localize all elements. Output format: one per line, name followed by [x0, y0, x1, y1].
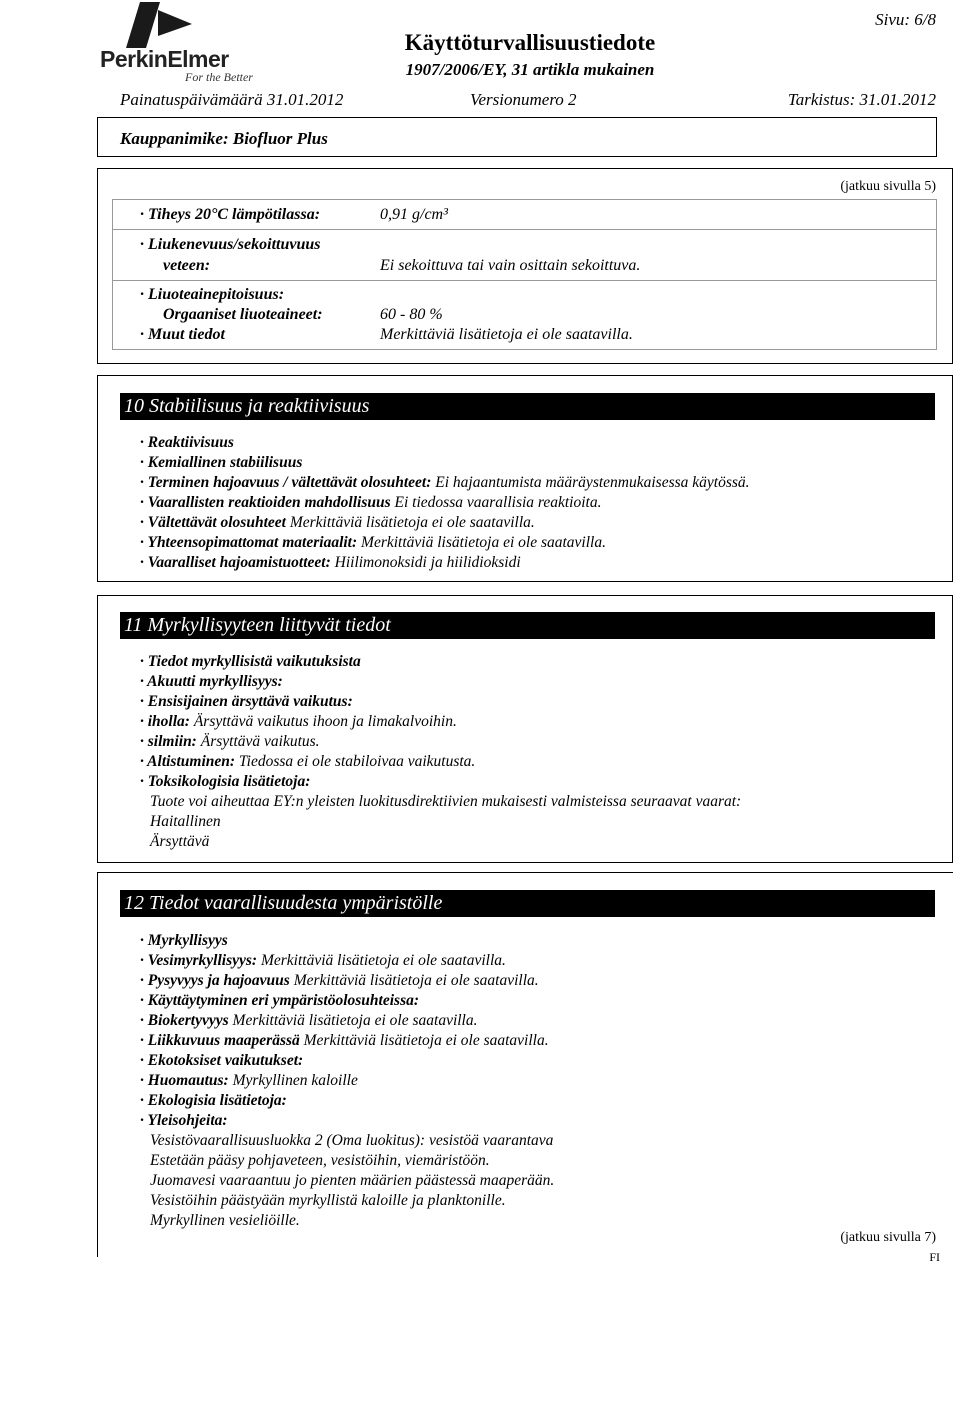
- section-10-line: · Terminen hajoavuus / vältettävät olosuhteet: Ei hajaantumista määräystenmukaisessa käytössä.: [140, 474, 750, 491]
- section-10-title: 10 Stabiilisuus ja reaktiivisuus: [120, 393, 935, 420]
- section-12-paragraph-line: Myrkyllinen vesieliöille.: [150, 1212, 300, 1229]
- section-11-line: · Toksikologisia lisätietoja:: [140, 773, 311, 790]
- trade-name: Kauppanimike: Biofluor Plus: [120, 129, 328, 148]
- page-number: Sivu: 6/8: [875, 10, 936, 29]
- section-11-line: · silmiin: Ärsyttävä vaikutus.: [140, 733, 320, 750]
- section-11-paragraph-line: Ärsyttävä: [150, 833, 210, 850]
- section-10-line: · Vaaralliset hajoamistuotteet: Hiilimonoksidi ja hiilidioksidi: [140, 554, 521, 571]
- section-12-line: · Vesimyrkyllisyys: Merkittäviä lisätietoja ei ole saatavilla.: [140, 952, 506, 969]
- continued-from-note: (jatkuu sivulla 5): [840, 179, 936, 194]
- section-12-line: · Myrkyllisyys: [140, 932, 228, 949]
- section-10-line: · Vaarallisten reaktioiden mahdollisuus Ei tiedossa vaarallisia reaktioita.: [140, 494, 602, 511]
- section-12-line: · Liikkuvuus maaperässä Merkittäviä lisätietoja ei ole saatavilla.: [140, 1032, 549, 1049]
- document-subtitle: 1907/2006/EY, 31 artikla mukainen: [405, 60, 655, 79]
- section-11-paragraph-line: Haitallinen: [150, 813, 221, 830]
- language-code: FI: [929, 1250, 940, 1264]
- organic-solvents-label: Orgaaniset liuoteaineet:: [163, 306, 323, 323]
- revision-date: Tarkistus: 31.01.2012: [787, 90, 936, 109]
- section-11-paragraph-line: Tuote voi aiheuttaa EY:n yleisten luokitusdirektiivien mukaisesti valmisteissa seuraavat vaarat:: [150, 793, 742, 810]
- solubility-label: · Liukenevuus/sekoittuvuus: [140, 236, 321, 253]
- section-12-paragraph-line: Vesistövaarallisuusluokka 2 (Oma luokitus): vesistöä vaarantava: [150, 1132, 554, 1149]
- section-12-line: · Ekologisia lisätietoja:: [140, 1092, 287, 1109]
- section-12-line: · Ekotoksiset vaikutukset:: [140, 1052, 304, 1069]
- logo-tagline: For the Better: [185, 70, 253, 84]
- section-12-line: · Yleisohjeita:: [140, 1112, 228, 1129]
- section-11-title: 11 Myrkyllisyyteen liittyvät tiedot: [120, 612, 935, 639]
- density-label: · Tiheys 20°C lämpötilassa:: [140, 206, 321, 223]
- continued-to-note: (jatkuu sivulla 7): [840, 1230, 936, 1245]
- logo-wordmark: PerkinElmer: [100, 46, 229, 72]
- other-info-value: Merkittäviä lisätietoja ei ole saatavilla.: [380, 326, 633, 343]
- section-12-line: · Biokertyvyys Merkittäviä lisätietoja ei ole saatavilla.: [140, 1012, 478, 1029]
- section-12-title: 12 Tiedot vaarallisuudesta ympäristölle: [120, 890, 935, 917]
- density-value: 0,91 g/cm³: [380, 206, 448, 223]
- table-divider: [112, 229, 937, 230]
- other-info-label: · Muut tiedot: [140, 326, 225, 343]
- section-11-line: · Ensisijainen ärsyttävä vaikutus:: [140, 693, 353, 710]
- section-12-line: · Pysyvyys ja hajoavuus Merkittäviä lisätietoja ei ole saatavilla.: [140, 972, 539, 989]
- section-12-line: · Käyttäytyminen eri ympäristöolosuhteissa:: [140, 992, 420, 1009]
- version-number: Versionumero 2: [470, 90, 577, 109]
- organic-solvents-value: 60 - 80 %: [380, 306, 443, 323]
- document-title: Käyttöturvallisuustiedote: [404, 30, 656, 55]
- section-12-paragraph-line: Juomavesi vaaraantuu jo pienten määrien päästessä maaperään.: [150, 1172, 555, 1189]
- section-11-line: · Tiedot myrkyllisistä vaikutuksista: [140, 653, 361, 670]
- section-12-line: · Huomautus: Myrkyllinen kaloille: [140, 1072, 358, 1089]
- section-10-line: · Vältettävät olosuhteet Merkittäviä lisätietoja ei ole saatavilla.: [140, 514, 535, 531]
- solubility-value: Ei sekoittuva tai vain osittain sekoittuva.: [380, 257, 641, 274]
- section-11-line: · Akuutti myrkyllisyys:: [140, 673, 283, 690]
- section-12-paragraph-line: Estetään pääsy pohjaveteen, vesistöihin, viemäristöön.: [150, 1152, 490, 1169]
- section-12-paragraph-line: Vesistöihin päästyään myrkyllistä kaloille ja planktonille.: [150, 1192, 506, 1209]
- section-10-line: · Yhteensopimattomat materiaalit: Merkittäviä lisätietoja ei ole saatavilla.: [140, 534, 606, 551]
- print-date: Painatuspäivämäärä 31.01.2012: [120, 90, 344, 109]
- section-10-line: · Reaktiivisuus: [140, 434, 234, 451]
- solvent-content-label: · Liuoteainepitoisuus:: [140, 286, 285, 303]
- solubility-label-2: veteen:: [163, 257, 211, 274]
- section-10-line: · Kemiallinen stabiilisuus: [140, 454, 303, 471]
- section-11-line: · Altistuminen: Tiedossa ei ole stabiloivaa vaikutusta.: [140, 753, 476, 770]
- section-11-line: · iholla: Ärsyttävä vaikutus ihoon ja limakalvoihin.: [140, 713, 457, 730]
- table-divider: [112, 280, 937, 281]
